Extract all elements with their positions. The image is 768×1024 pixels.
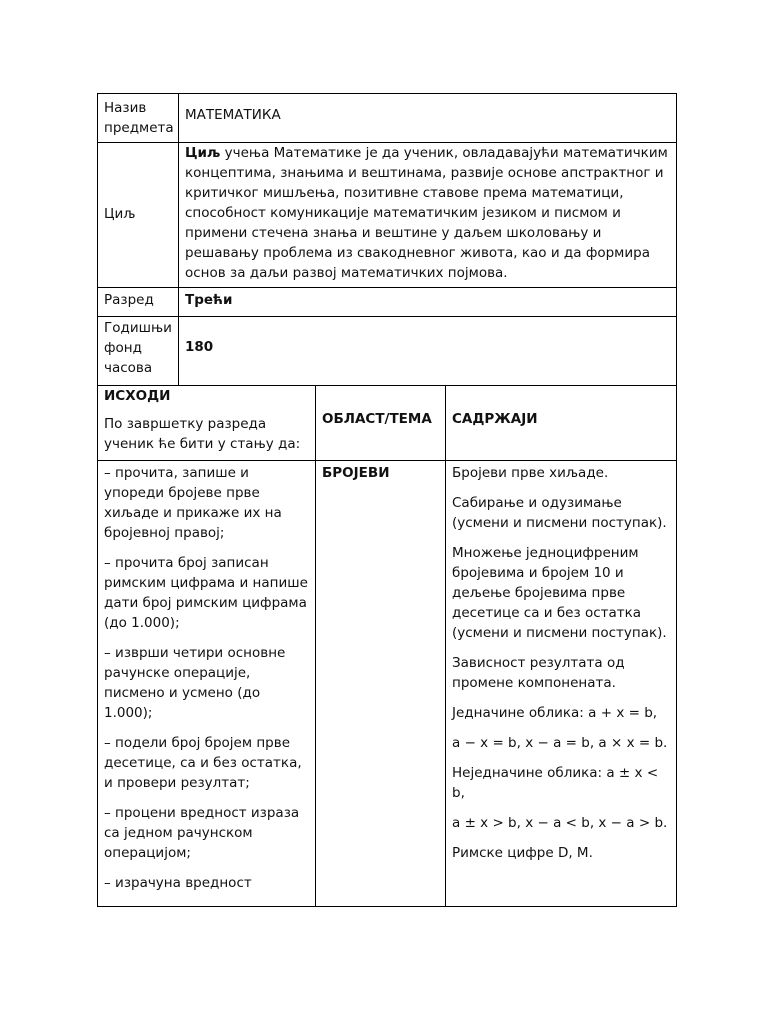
goal-lead: Циљ bbox=[185, 145, 221, 161]
content-item: Сабирање и одузимање (усмени и писмени поступак). bbox=[452, 495, 667, 531]
outcome-item: – процени вредност израза са једном рачунском операцијом; bbox=[104, 805, 300, 861]
area-header: ОБЛАСТ/ТЕМА bbox=[322, 411, 432, 427]
goal-label: Циљ bbox=[104, 206, 136, 222]
table-border-top bbox=[97, 93, 677, 94]
outcome-item: – изврши четири основне рачунске операције, писмено и усмено (до 1.000); bbox=[104, 645, 286, 721]
outcomes-intro: По завршетку разреда ученик ће бити у стању да: bbox=[104, 416, 301, 452]
outcomes-title: ИСХОДИ bbox=[104, 388, 171, 404]
table-border-right bbox=[676, 93, 677, 907]
content-item: a ± x > b, x − a < b, x − a > b. bbox=[452, 815, 668, 831]
outcome-item: – подели број бројем прве десетице, са и без остатка, и провери резултат; bbox=[104, 735, 302, 791]
table-border-bottom bbox=[97, 906, 677, 907]
content-item: Једначине облика: a + x = b, bbox=[452, 705, 658, 721]
subject-label: Назив предмета bbox=[104, 100, 174, 136]
grade-value: Трећи bbox=[185, 292, 233, 308]
outcome-item: – прочита, запише и упореди бројеве прве хиљаде и прикаже их на бројевној правој; bbox=[104, 465, 282, 541]
area-value: БРОЈЕВИ bbox=[322, 465, 390, 481]
outcomes-list bbox=[98, 463, 315, 903]
contents-header: САДРЖАЈИ bbox=[452, 411, 538, 427]
table-border-row3 bbox=[97, 316, 677, 317]
content-item: Бројеви прве хиљаде. bbox=[452, 465, 609, 481]
table-border-row5 bbox=[97, 460, 677, 461]
hours-label: Годишњи фонд часова bbox=[104, 320, 172, 376]
content-item: Зависност резултата од промене компонената. bbox=[452, 655, 625, 691]
content-item: Римске цифре D, M. bbox=[452, 845, 593, 861]
contents-list bbox=[446, 463, 676, 873]
table-border-row2 bbox=[97, 287, 677, 288]
content-item: Неједначине облика: a ± x < b, bbox=[452, 765, 659, 801]
hours-value: 180 bbox=[185, 339, 214, 355]
outcomes-header bbox=[98, 386, 315, 454]
content-item: a − x = b, x − a = b, a × x = b. bbox=[452, 735, 668, 751]
content-item: Множење једноцифреним бројевима и бројем 10 и дељење бројевима прве десетице са и без остатка (усмени и писмени поступак). bbox=[452, 545, 667, 641]
grade-label: Разред bbox=[104, 292, 154, 308]
goal-text-cell bbox=[179, 143, 676, 283]
outcome-item: – израчуна вредност bbox=[104, 875, 252, 891]
subject-value: МАТЕМАТИКА bbox=[185, 107, 281, 123]
outcome-item: – прочита број записан римским цифрама и напише дати број римским цифрама (до 1.000); bbox=[104, 555, 308, 631]
goal-text: учења Математике је да ученик, овладавајући математичким концептима, знањима и вештинама, развије основе апстрактног и критичког мишљења, позитивне ставове према математици, способност комуникације математичким језиком и писмом и примени стечена знања и вештине у даљем школовању и решавању проблема из свакодневног живота, као и да формира основ за даљи развој математичких појмова. bbox=[185, 145, 668, 281]
